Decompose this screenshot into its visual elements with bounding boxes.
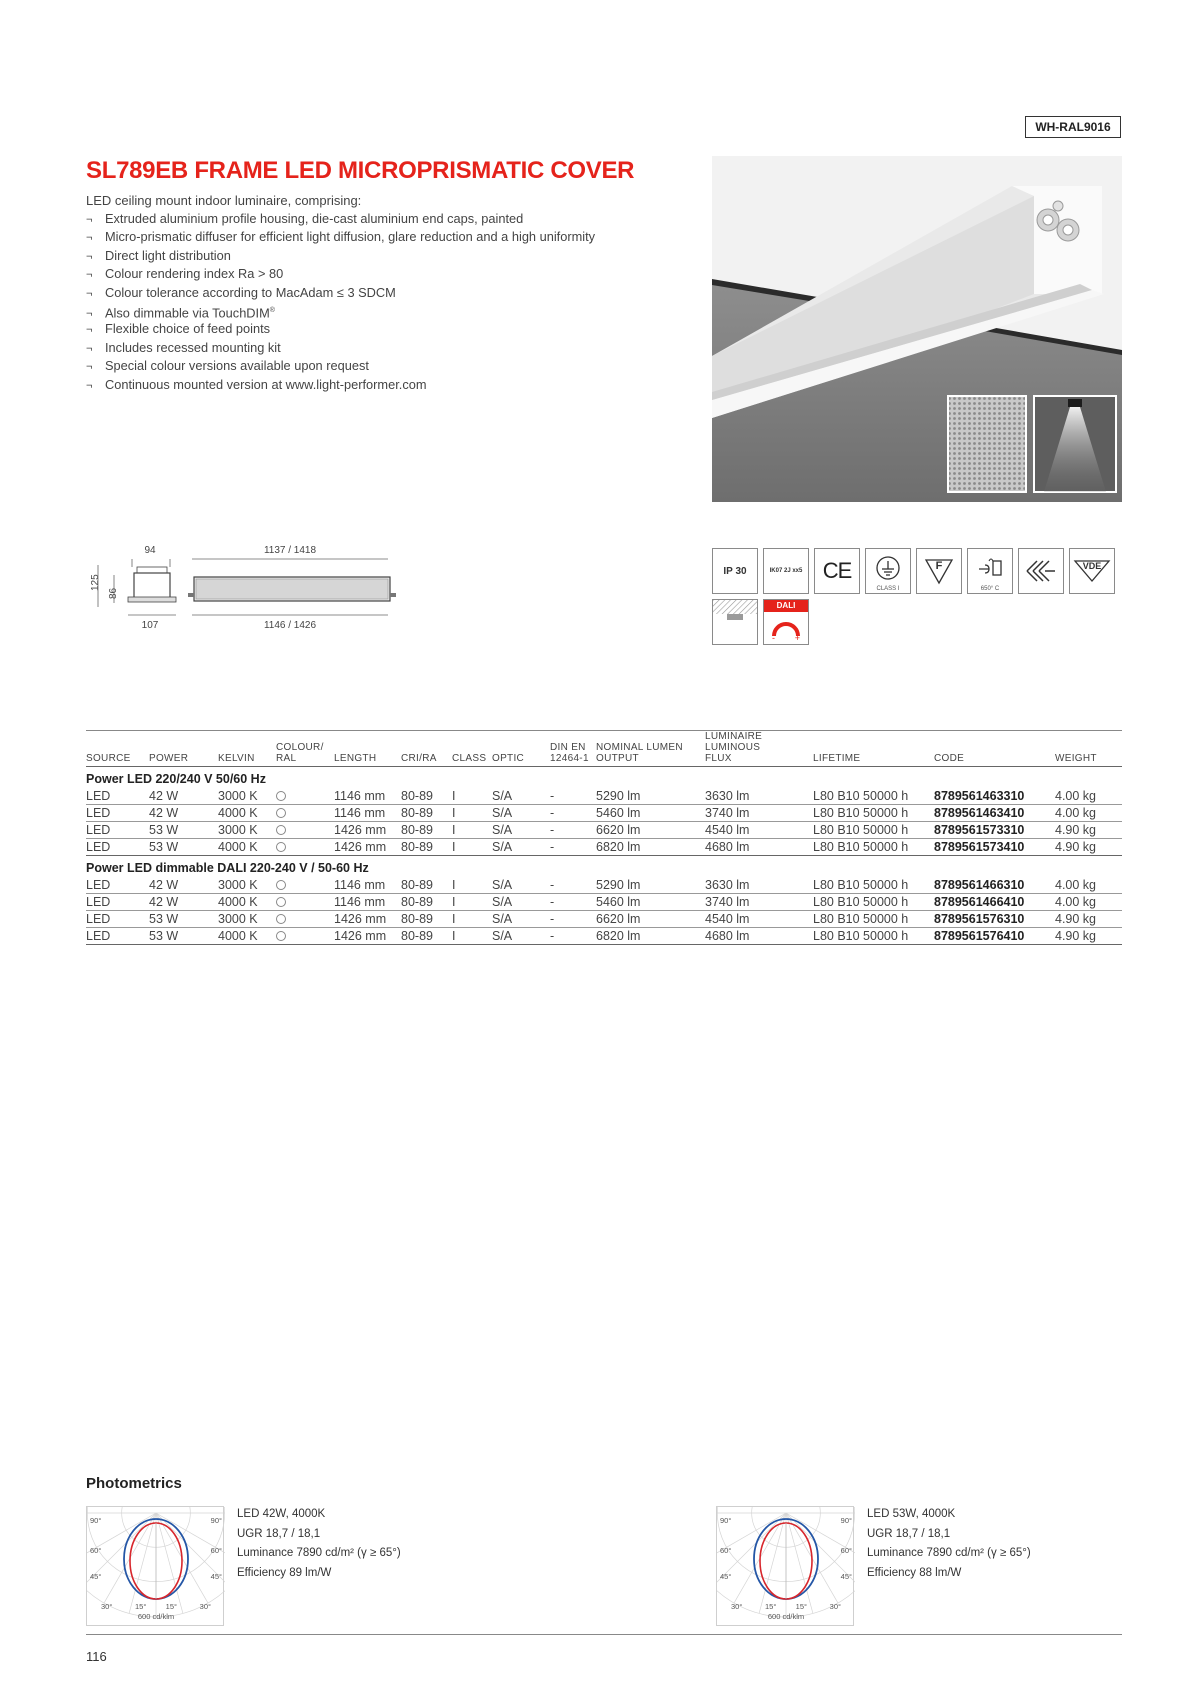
cell-nominal-lumen: 5290 lm (596, 788, 641, 803)
cell-colour (276, 822, 334, 839)
cell-code: 8789561576310 (934, 912, 1025, 926)
cell-kelvin: 4000 K (218, 806, 258, 820)
angle-label: 30° (731, 1602, 743, 1611)
ceiling-mount-icon (712, 599, 758, 645)
page-number: 116 (86, 1649, 107, 1664)
bullet-icon: ¬ (86, 308, 93, 321)
cell-lifetime: L80 B10 50000 h (813, 895, 909, 909)
f-mark-icon: F (916, 548, 962, 594)
cell-class: I (452, 929, 456, 943)
photometric-info (867, 1505, 1031, 1583)
feature-list (86, 210, 595, 394)
cell-optic: S/A (492, 877, 513, 892)
bullet-icon: ¬ (86, 214, 93, 226)
cell-colour (276, 911, 334, 928)
col-luminous-flux: LUMINAIRE LUMINOUS FLUX (705, 731, 763, 764)
glow-wire-icon: 650° C (967, 548, 1013, 594)
table-row (86, 822, 1122, 839)
colour-swatch-icon (276, 897, 286, 907)
bullet-icon: ¬ (86, 361, 93, 374)
cell-nominal-lumen: 5460 lm (596, 806, 641, 820)
table-row (86, 894, 1122, 911)
cell-length: 1146 mm (334, 877, 386, 892)
colour-swatch-icon (276, 880, 286, 890)
cell-code: 8789561463310 (934, 788, 1025, 803)
angle-label: 30° (829, 1602, 841, 1611)
luminaire-model: LED 53W, 4000K (867, 1508, 956, 1520)
cell-power: 42 W (149, 877, 179, 892)
feature-item: ¬ Continuous mounted version at www.light-performer.com (86, 376, 595, 394)
cell-cri: 80-89 (401, 929, 433, 943)
cell-weight: 4.00 kg (1055, 806, 1097, 820)
angle-label: 90° (840, 1516, 852, 1525)
cell-kelvin: 3000 K (218, 877, 258, 892)
feature-item: ¬ Includes recessed mounting kit (86, 339, 595, 357)
cell-din: - (550, 788, 555, 803)
angle-label: 90° (90, 1516, 102, 1525)
cell-power: 42 W (149, 806, 179, 820)
colour-swatch-icon (276, 931, 286, 941)
colour-swatch-icon (276, 791, 286, 801)
colour-swatch-icon (276, 808, 286, 818)
ugr-value: UGR 18,7 / 18,1 (867, 1527, 951, 1540)
cell-code: 8789561576410 (934, 929, 1025, 943)
feature-item: ¬ Also dimmable via TouchDIM® (86, 302, 595, 320)
col-nominal-lumen: NOMINAL LUMEN OUTPUT (596, 742, 683, 764)
cell-weight: 4.90 kg (1055, 929, 1097, 943)
luminance-value: Luminance 7890 cd/m² (γ ≥ 65°) (237, 1547, 401, 1559)
cell-class: I (452, 788, 456, 803)
cell-colour (276, 805, 334, 822)
col-lifetime: LIFETIME (813, 753, 861, 764)
cell-optic: S/A (492, 895, 513, 909)
cell-colour (276, 877, 334, 894)
cell-cri: 80-89 (401, 840, 433, 854)
feature-item: ¬ Direct light distribution (86, 247, 595, 265)
cell-code: 8789561573410 (934, 840, 1025, 854)
angle-label: 15° (795, 1602, 807, 1611)
cell-power: 53 W (149, 912, 179, 926)
bullet-icon: ¬ (86, 287, 93, 300)
cell-power: 53 W (149, 840, 179, 854)
col-din: DIN EN 12464-1 (550, 742, 589, 764)
cell-nominal-lumen: 5290 lm (596, 877, 641, 892)
vde-mark-icon: VDE (1069, 548, 1115, 594)
cell-luminous-flux: 3740 lm (705, 895, 750, 909)
cell-kelvin: 3000 K (218, 823, 258, 837)
angle-label: 30° (199, 1602, 211, 1611)
bullet-icon: ¬ (86, 324, 93, 337)
cell-kelvin: 4000 K (218, 929, 258, 943)
cell-nominal-lumen: 6620 lm (596, 912, 641, 926)
angle-label: 90° (210, 1516, 222, 1525)
cell-length: 1426 mm (334, 840, 387, 854)
cell-din: - (550, 840, 555, 854)
angle-label: 30° (101, 1602, 113, 1611)
cell-class: I (452, 823, 456, 837)
cell-cri: 80-89 (401, 788, 433, 803)
cell-din: - (550, 929, 555, 943)
cell-optic: S/A (492, 929, 513, 943)
dim-top-length: 1137 / 1418 (263, 545, 317, 556)
group-header: Power LED 220/240 V 50/60 Hz (86, 772, 266, 787)
cell-weight: 4.90 kg (1055, 912, 1097, 926)
cell-source: LED (86, 806, 111, 820)
dim-top-width: 94 (144, 545, 156, 556)
angle-label: 45° (210, 1572, 222, 1581)
cell-source: LED (86, 929, 111, 943)
cell-class: I (452, 840, 456, 854)
angle-label: 60° (210, 1546, 222, 1555)
colour-swatch-icon (276, 842, 286, 852)
cell-cri: 80-89 (401, 912, 433, 926)
cell-length: 1146 mm (334, 788, 386, 803)
polar-diagram (716, 1506, 854, 1626)
dimension-drawing (84, 545, 414, 630)
feature-item: ¬ Colour rendering index Ra > 80 (86, 265, 595, 283)
cell-cri: 80-89 (401, 895, 433, 909)
product-intro: LED ceiling mount indoor luminaire, comprising: (86, 193, 362, 208)
photometrics-heading: Photometrics (86, 1475, 182, 1492)
cell-luminous-flux: 3630 lm (705, 788, 750, 803)
cell-length: 1146 mm (334, 806, 386, 820)
cell-weight: 4.00 kg (1055, 788, 1097, 803)
cell-lifetime: L80 B10 50000 h (813, 788, 909, 803)
registered-mark: ® (269, 306, 275, 314)
footer-divider (86, 1634, 1122, 1635)
ugr-value: UGR 18,7 / 18,1 (237, 1527, 321, 1540)
cell-luminous-flux: 3630 lm (705, 877, 750, 892)
bullet-icon: ¬ (86, 342, 93, 355)
cell-length: 1426 mm (334, 823, 387, 837)
bullet-icon: ¬ (86, 269, 93, 282)
cell-optic: S/A (492, 788, 513, 803)
cell-colour (276, 894, 334, 911)
ip30-icon: IP 30 (712, 548, 758, 594)
cell-weight: 4.90 kg (1055, 823, 1097, 837)
cell-colour (276, 928, 334, 945)
cell-lifetime: L80 B10 50000 h (813, 912, 909, 926)
cell-din: - (550, 912, 555, 926)
scale-label: 600 cd/klm (767, 1612, 805, 1621)
cell-nominal-lumen: 5460 lm (596, 895, 641, 909)
efficiency-value: Efficiency 89 lm/W (237, 1566, 332, 1579)
group-header: Power LED dimmable DALI 220-240 V / 50-60 Hz (86, 861, 369, 876)
photometric-info (237, 1505, 401, 1583)
cell-kelvin: 3000 K (218, 788, 258, 803)
product-photo (712, 156, 1122, 502)
cell-kelvin: 3000 K (218, 912, 258, 926)
dim-height-inner: 86 (108, 587, 119, 599)
cell-source: LED (86, 823, 111, 837)
bullet-icon: ¬ (86, 379, 93, 392)
cell-optic: S/A (492, 823, 513, 837)
angle-label: 90° (720, 1516, 732, 1525)
cell-source: LED (86, 840, 111, 854)
col-optic: OPTIC (492, 753, 525, 764)
cell-source: LED (86, 912, 111, 926)
cell-luminous-flux: 4540 lm (705, 912, 750, 926)
cell-power: 42 W (149, 895, 179, 909)
cell-class: I (452, 877, 456, 892)
cell-power: 53 W (149, 823, 179, 837)
table-row (86, 788, 1122, 805)
cell-cri: 80-89 (401, 806, 433, 820)
cell-class: I (452, 806, 456, 820)
scale-label: 600 cd/klm (137, 1612, 175, 1621)
cell-optic: S/A (492, 912, 513, 926)
angle-label: 45° (720, 1572, 732, 1581)
cell-length: 1426 mm (334, 929, 387, 943)
table-row (86, 839, 1122, 856)
angle-label: 45° (90, 1572, 102, 1581)
table-row (86, 877, 1122, 894)
cell-nominal-lumen: 6620 lm (596, 823, 641, 837)
luminance-value: Luminance 7890 cd/m² (γ ≥ 65°) (867, 1547, 1031, 1559)
table-group (86, 767, 1122, 856)
spec-table (86, 730, 1122, 945)
cell-colour (276, 788, 334, 805)
enec-mark-icon (1018, 548, 1064, 594)
cell-class: I (452, 895, 456, 909)
cell-code: 8789561466310 (934, 877, 1025, 892)
cell-lifetime: L80 B10 50000 h (813, 823, 909, 837)
col-cri: CRI/RA (401, 753, 437, 764)
cell-lifetime: L80 B10 50000 h (813, 840, 909, 854)
col-colour: COLOUR/ RAL (276, 742, 324, 764)
cell-cri: 80-89 (401, 877, 433, 892)
cell-din: - (550, 877, 555, 892)
dim-bottom-length: 1146 / 1426 (263, 620, 317, 630)
cell-weight: 4.00 kg (1055, 895, 1097, 909)
bullet-icon: ¬ (86, 232, 93, 245)
cell-nominal-lumen: 6820 lm (596, 840, 641, 854)
cell-din: - (550, 823, 555, 837)
cell-weight: 4.00 kg (1055, 877, 1097, 892)
ral-badge: WH-RAL9016 (1025, 116, 1121, 138)
luminaire-model: LED 42W, 4000K (237, 1508, 326, 1520)
cell-kelvin: 4000 K (218, 840, 258, 854)
dim-bottom-width: 107 (141, 620, 159, 630)
cell-din: - (550, 806, 555, 820)
cell-din: - (550, 895, 555, 909)
cell-power: 42 W (149, 788, 179, 803)
colour-swatch-icon (276, 914, 286, 924)
protection-class-icon: CLASS I (865, 548, 911, 594)
cell-optic: S/A (492, 840, 513, 854)
cell-code: 8789561573310 (934, 823, 1025, 837)
dali-dimming-icon: DALI - + (763, 599, 809, 645)
cell-luminous-flux: 4680 lm (705, 929, 750, 943)
cell-source: LED (86, 788, 111, 803)
efficiency-value: Efficiency 88 lm/W (867, 1566, 962, 1579)
cell-optic: S/A (492, 806, 513, 820)
col-class: CLASS (452, 753, 487, 764)
table-row (86, 928, 1122, 945)
table-group (86, 856, 1122, 945)
cell-power: 53 W (149, 929, 179, 943)
table-header-row (86, 731, 1122, 767)
cell-colour (276, 839, 334, 856)
angle-label: 60° (840, 1546, 852, 1555)
feature-item: ¬ Special colour versions available upon request (86, 357, 595, 375)
feature-item: ¬ Colour tolerance according to MacAdam ≤ 3 SDCM (86, 284, 595, 302)
angle-label: 60° (90, 1546, 102, 1555)
angle-label: 15° (135, 1602, 147, 1611)
col-power: POWER (149, 753, 189, 764)
cell-length: 1146 mm (334, 895, 386, 909)
angle-label: 15° (765, 1602, 777, 1611)
bullet-icon: ¬ (86, 250, 93, 263)
angle-label: 15° (165, 1602, 177, 1611)
feature-item: ¬ Micro-prismatic diffuser for efficient light diffusion, glare reduction and a high uniformity (86, 228, 595, 246)
polar-diagram (86, 1506, 224, 1626)
product-title: SL789EB FRAME LED MICROPRISMATIC COVER (86, 157, 635, 184)
angle-label: 60° (720, 1546, 732, 1555)
cell-code: 8789561463410 (934, 806, 1025, 820)
cell-lifetime: L80 B10 50000 h (813, 929, 909, 943)
cell-luminous-flux: 4540 lm (705, 823, 750, 837)
cell-weight: 4.90 kg (1055, 840, 1097, 854)
angle-label: 45° (840, 1572, 852, 1581)
colour-swatch-icon (276, 825, 286, 835)
ce-mark-icon: CE (814, 548, 860, 594)
col-kelvin: KELVIN (218, 753, 255, 764)
col-length: LENGTH (334, 753, 377, 764)
cell-length: 1426 mm (334, 912, 387, 926)
cell-lifetime: L80 B10 50000 h (813, 877, 909, 892)
cell-class: I (452, 912, 456, 926)
col-code: CODE (934, 753, 965, 764)
cell-nominal-lumen: 6820 lm (596, 929, 641, 943)
cell-cri: 80-89 (401, 823, 433, 837)
table-row (86, 911, 1122, 928)
cell-luminous-flux: 3740 lm (705, 806, 750, 820)
col-source: SOURCE (86, 753, 131, 764)
ik-rating-icon: IK07 2J xx5 (763, 548, 809, 594)
col-weight: WEIGHT (1055, 753, 1097, 764)
cell-lifetime: L80 B10 50000 h (813, 806, 909, 820)
feature-item: ¬ Flexible choice of feed points (86, 320, 595, 338)
table-row (86, 805, 1122, 822)
cell-source: LED (86, 877, 111, 892)
cell-source: LED (86, 895, 111, 909)
cell-luminous-flux: 4680 lm (705, 840, 750, 854)
dim-height-outer: 125 (90, 574, 101, 591)
feature-item: ¬ Extruded aluminium profile housing, die-cast aluminium end caps, painted (86, 210, 595, 228)
cell-kelvin: 4000 K (218, 895, 258, 909)
cell-code: 8789561466410 (934, 895, 1025, 909)
